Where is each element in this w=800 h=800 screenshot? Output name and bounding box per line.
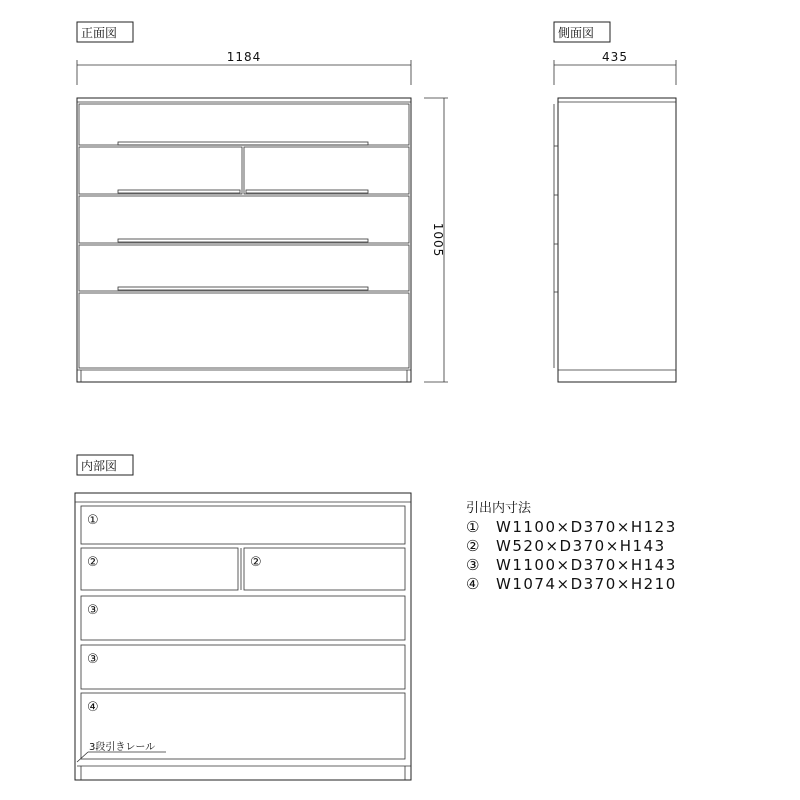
drawer-spec-list (466, 500, 677, 593)
interior-cabinet (75, 493, 411, 780)
interior-view-title: 内部図 (81, 459, 118, 473)
interior-mark-2-right: ② (250, 555, 262, 570)
spec-mark-3: ③ (466, 556, 481, 574)
front-height-dimension (424, 98, 448, 382)
side-depth-dimension (554, 50, 676, 85)
front-drawer-3 (79, 196, 409, 243)
spec-mark-1: ① (466, 518, 481, 536)
front-drawer-2-left-handle (118, 190, 240, 193)
front-drawer-4-handle (118, 287, 368, 290)
interior-view (75, 455, 411, 780)
front-drawer-5 (79, 293, 409, 368)
interior-drawer-2-right (244, 548, 405, 590)
spec-mark-4: ④ (466, 575, 481, 593)
front-width-dimension (77, 50, 411, 85)
side-view-title: 側面図 (558, 26, 595, 40)
front-drawer-2-left (79, 147, 242, 194)
interior-mark-3-upper: ③ (87, 603, 99, 618)
side-depth-label: 435 (602, 50, 628, 64)
front-width-label: 1184 (226, 50, 262, 64)
interior-drawer-3-lower (81, 645, 405, 689)
rail-note: 3段引きレール (89, 742, 156, 753)
front-height-label: 1005 (431, 222, 445, 258)
front-cabinet (77, 98, 411, 382)
front-drawer-3-handle (118, 239, 368, 242)
front-drawer-1-handle (118, 142, 368, 145)
interior-cabinet-outline (75, 493, 411, 780)
interior-mark-3-lower: ③ (87, 652, 99, 667)
front-view (77, 22, 448, 382)
front-cabinet-outline (77, 98, 411, 382)
spec-text-2: W520×D370×H143 (496, 537, 666, 555)
side-cabinet-outline (558, 98, 676, 382)
spec-text-4: W1074×D370×H210 (496, 575, 677, 593)
interior-drawer-1 (81, 506, 405, 544)
front-drawer-1 (79, 104, 409, 145)
front-drawer-4 (79, 245, 409, 291)
interior-mark-1: ① (87, 513, 99, 528)
front-drawer-2-right-handle (246, 190, 368, 193)
side-cabinet (554, 98, 676, 382)
rail-note-leader (77, 752, 88, 762)
spec-text-1: W1100×D370×H123 (496, 518, 677, 536)
interior-mark-4: ④ (87, 700, 99, 715)
interior-drawer-2-left (81, 548, 238, 590)
interior-mark-2-left: ② (87, 555, 99, 570)
side-view (554, 22, 676, 382)
front-view-title: 正面図 (81, 26, 118, 40)
front-drawer-2-right (244, 147, 409, 194)
spec-heading: 引出内寸法 (466, 501, 532, 516)
spec-text-3: W1100×D370×H143 (496, 556, 677, 574)
interior-drawer-3-upper (81, 596, 405, 640)
spec-mark-2: ② (466, 537, 481, 555)
